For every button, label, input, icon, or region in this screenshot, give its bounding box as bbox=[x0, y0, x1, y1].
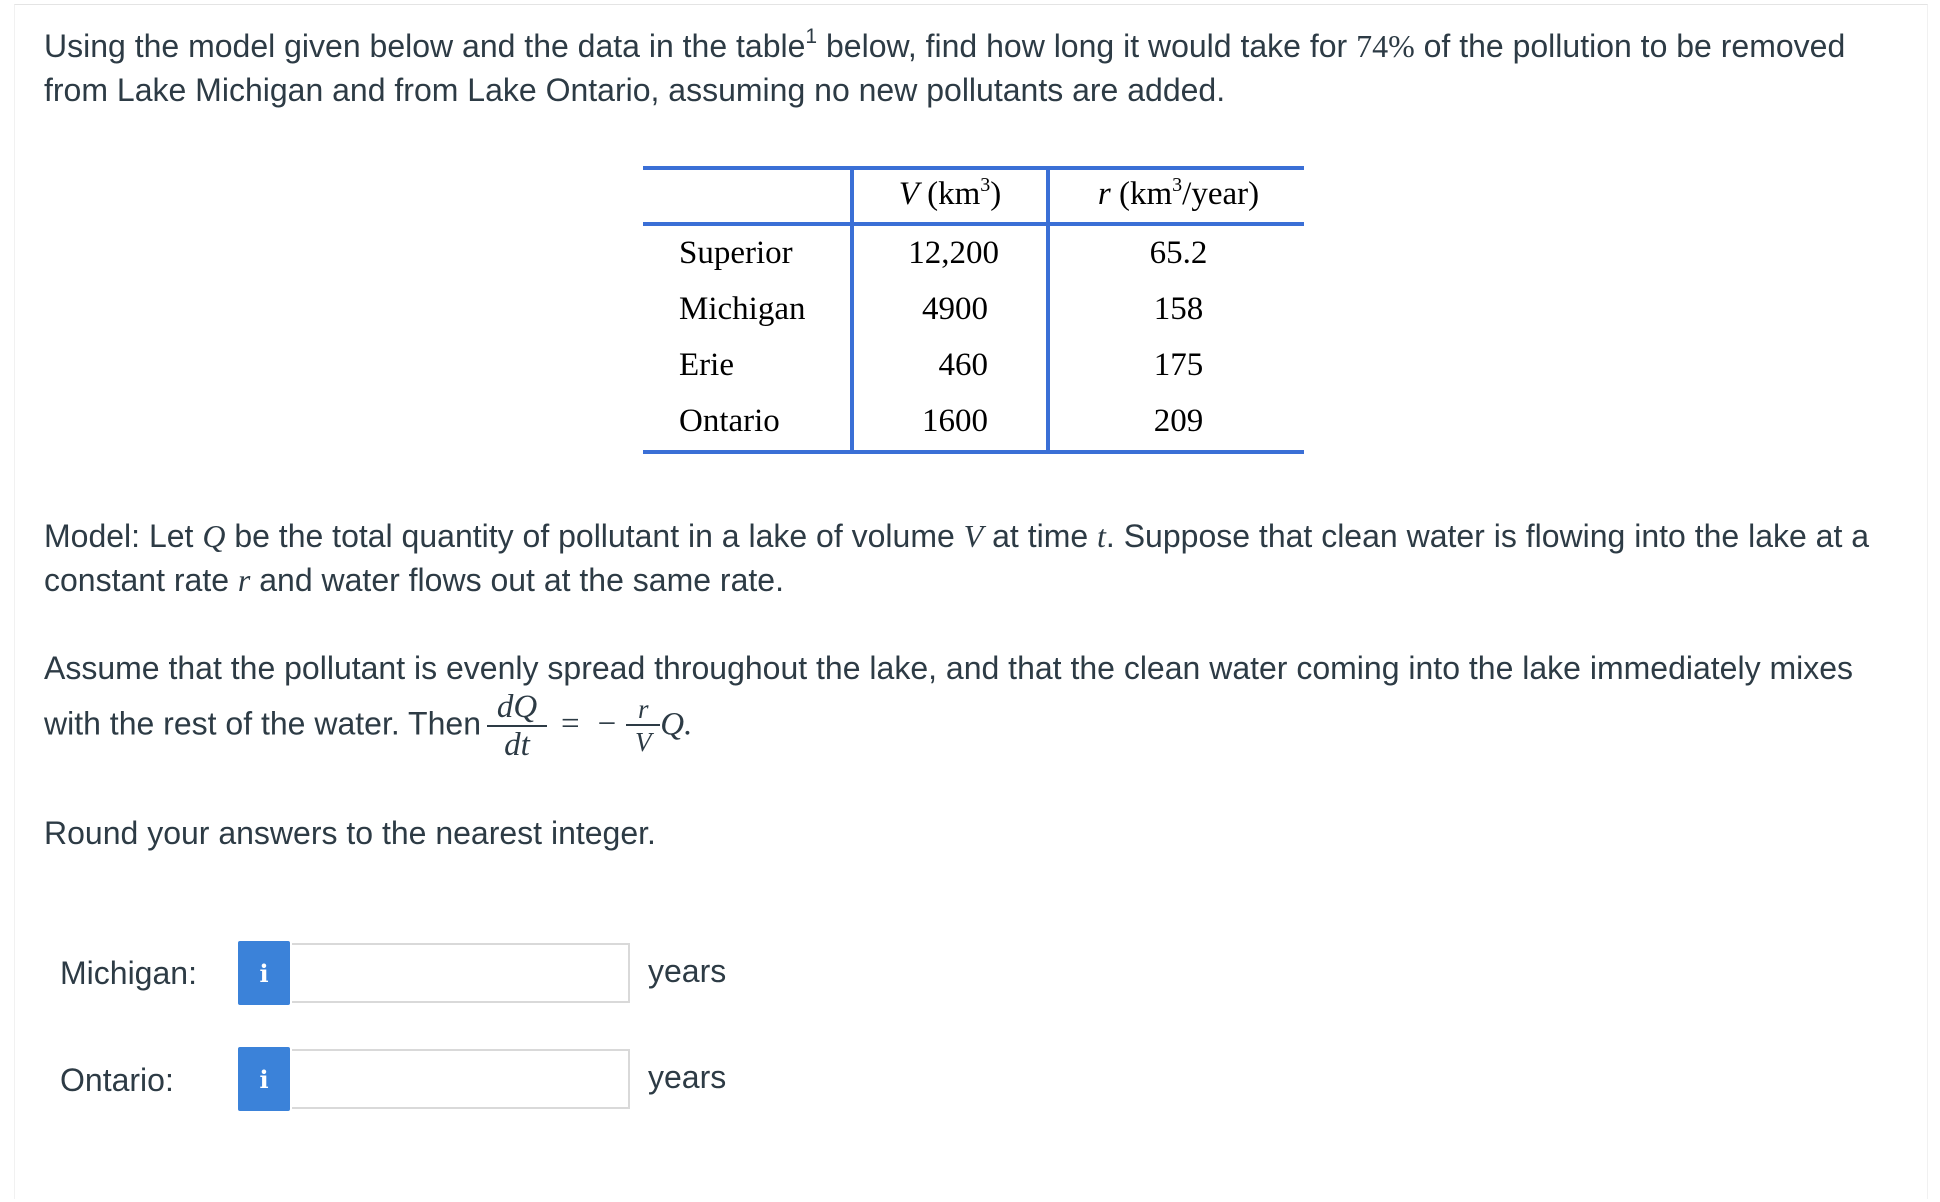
michigan-label: Michigan: bbox=[60, 955, 197, 991]
michigan-info-icon[interactable]: i bbox=[238, 941, 290, 1005]
footnote-mark: 1 bbox=[805, 25, 818, 48]
row-volume: 1600 bbox=[922, 403, 988, 439]
table-bottom-rule bbox=[643, 450, 1304, 454]
header-volume: V $(km^3)$ bbox=[898, 174, 1002, 212]
row-lake-name: Michigan bbox=[679, 291, 806, 327]
row-lake-name: Superior bbox=[679, 235, 793, 271]
model-text: Model: Let Q be the total quantity of pollutant in a lake of volume V at time t. Suppose that clean water is flowing into the lake at a constant rate r and water flows out at the same rate. bbox=[44, 518, 1870, 598]
ontario-answer-input[interactable] bbox=[292, 1049, 630, 1109]
lake-data-table bbox=[643, 166, 1304, 456]
michigan-answer-input[interactable] bbox=[292, 943, 630, 1003]
row-rate: 65.2 bbox=[1149, 235, 1208, 271]
rate-fraction: $\frac{r}{V}$ bbox=[626, 695, 660, 757]
michigan-unit: years bbox=[648, 953, 727, 989]
question-text: Using the model given below and the data in the table$^1$ below, find how long it would take for 74% of the pollution to be removed from Lake Michigan and from Lake Ontario, assuming no new pollutants are added. bbox=[44, 25, 1846, 108]
table-divider-2 bbox=[1046, 166, 1050, 454]
table-divider-1 bbox=[850, 166, 854, 454]
derivative-fraction: $\frac{dQ}{dt}$ bbox=[487, 690, 547, 762]
row-lake-name: Ontario bbox=[679, 403, 780, 439]
ontario-label: Ontario: bbox=[60, 1062, 174, 1098]
row-volume: 4900 bbox=[922, 291, 988, 327]
row-volume: 460 bbox=[938, 347, 988, 383]
equals-sign: = bbox=[560, 706, 580, 743]
minus-sign: − bbox=[597, 706, 617, 743]
row-lake-name: Erie bbox=[679, 347, 734, 383]
table-header-rule bbox=[643, 222, 1304, 226]
equation-tail: Q. bbox=[660, 706, 693, 743]
row-volume: 12,200 bbox=[908, 235, 999, 271]
assumption-text: Assume that the pollutant is evenly spread throughout the lake, and that the clean water coming into the lake immediately mixes with the rest of the water. Then $\frac{dQ}{dt}$ = − $\frac{r}{V}$ Q. bbox=[44, 650, 1854, 763]
percent-value: 74% bbox=[1356, 28, 1415, 64]
ontario-info-icon[interactable]: i bbox=[238, 1047, 290, 1111]
round-instruction: Round your answers to the nearest integer. bbox=[44, 815, 656, 851]
row-rate: 175 bbox=[1153, 347, 1204, 383]
table-top-rule bbox=[643, 166, 1304, 170]
ontario-unit: years bbox=[648, 1059, 727, 1095]
row-rate: 209 bbox=[1153, 403, 1204, 439]
row-rate: 158 bbox=[1153, 291, 1204, 327]
header-rate: r $(km^3/year)$ bbox=[1097, 174, 1260, 212]
